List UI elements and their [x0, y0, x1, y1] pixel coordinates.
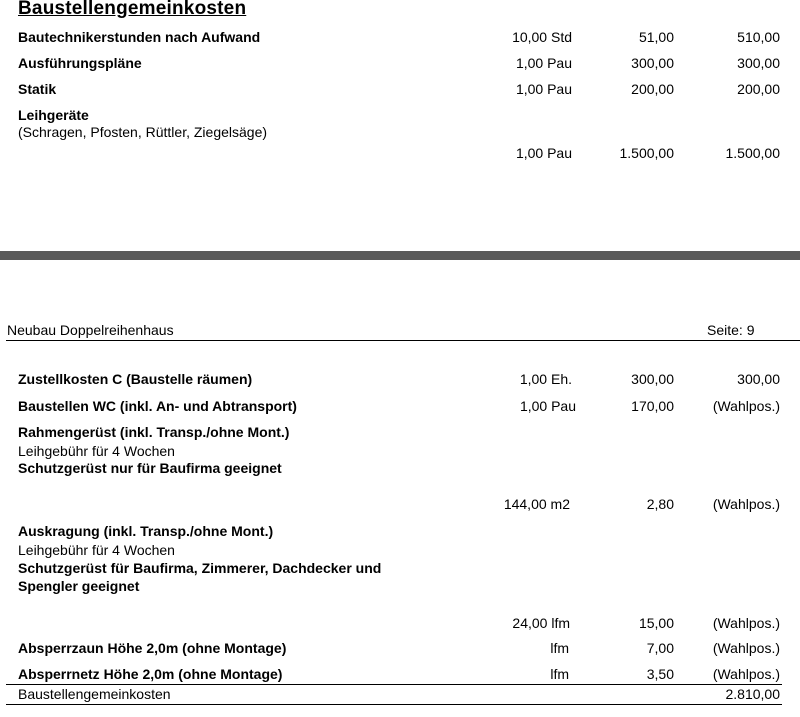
- item-price: 300,00: [631, 371, 674, 387]
- item-qty: lfm: [550, 666, 569, 682]
- item-qty: 1,00 Pau: [515, 145, 572, 161]
- item-qty: 144,00 m2: [503, 496, 570, 512]
- item-total: (Wahlpos.): [712, 496, 780, 512]
- item-total: (Wahlpos.): [712, 615, 780, 631]
- subtotal-rule-bottom: [6, 704, 782, 705]
- subtotal-value: 2.810,00: [725, 686, 780, 702]
- subtotal-rule: [6, 684, 782, 685]
- item-label: Absperrzaun Höhe 2,0m (ohne Montage): [18, 640, 287, 656]
- item-label: Absperrnetz Höhe 2,0m (ohne Montage): [18, 666, 283, 682]
- item-label: Auskragung (inkl. Transp./ohne Mont.): [18, 523, 274, 539]
- item-total: 1.500,00: [725, 145, 780, 161]
- item-total: 300,00: [737, 55, 780, 71]
- item-price: 300,00: [631, 55, 674, 71]
- item-label: Rahmengerüst (inkl. Transp./ohne Mont.): [18, 424, 290, 440]
- item-price: 7,00: [646, 640, 674, 656]
- item-qty: 1,00 Pau: [515, 81, 572, 97]
- item-total: 510,00: [737, 29, 780, 45]
- page-separator: [0, 251, 800, 260]
- item-price: 3,50: [646, 666, 674, 682]
- item-qty: 1,00 Pau: [519, 398, 576, 414]
- item-qty: 24,00 lfm: [512, 615, 570, 631]
- item-price: 200,00: [631, 81, 674, 97]
- item-note-bold: Schutzgerüst nur für Baufirma geeignet: [18, 460, 282, 476]
- item-note-bold: Spengler geeignet: [18, 578, 140, 594]
- item-label: Zustellkosten C (Baustelle räumen): [18, 371, 253, 387]
- item-price: 1.500,00: [619, 145, 674, 161]
- item-label: Bautechnikerstunden nach Aufwand: [18, 29, 261, 45]
- item-total: (Wahlpos.): [712, 666, 780, 682]
- item-label: Statik: [18, 81, 57, 97]
- item-qty: 10,00 Std: [512, 29, 572, 45]
- item-note-bold: Schutzgerüst für Baufirma, Zimmerer, Dachdecker und: [18, 560, 382, 576]
- item-total: (Wahlpos.): [712, 640, 780, 656]
- item-note: Leihgebühr für 4 Wochen: [18, 443, 175, 459]
- item-qty: 1,00 Pau: [515, 55, 572, 71]
- item-note: Leihgebühr für 4 Wochen: [18, 542, 175, 558]
- item-label: Leihgeräte: [18, 107, 89, 123]
- section-title: Baustellengemeinkosten: [18, 0, 247, 19]
- item-price: 2,80: [646, 496, 674, 512]
- item-price: 170,00: [631, 398, 674, 414]
- page-number: Seite: 9: [707, 322, 755, 338]
- item-total: 200,00: [737, 81, 780, 97]
- item-note: (Schragen, Pfosten, Rüttler, Ziegelsäge): [18, 124, 268, 140]
- header-rule: [6, 340, 800, 341]
- item-qty: lfm: [550, 640, 569, 656]
- item-total: 300,00: [737, 371, 780, 387]
- item-label: Baustellen WC (inkl. An- und Abtransport): [18, 398, 297, 414]
- subtotal-label: Baustellengemeinkosten: [18, 686, 171, 702]
- item-total: (Wahlpos.): [712, 398, 780, 414]
- item-price: 15,00: [638, 615, 674, 631]
- item-qty: 1,00 Eh.: [519, 371, 572, 387]
- item-label: Ausführungspläne: [18, 55, 142, 71]
- page-header-title: Neubau Doppelreihenhaus: [7, 322, 174, 338]
- item-price: 51,00: [638, 29, 674, 45]
